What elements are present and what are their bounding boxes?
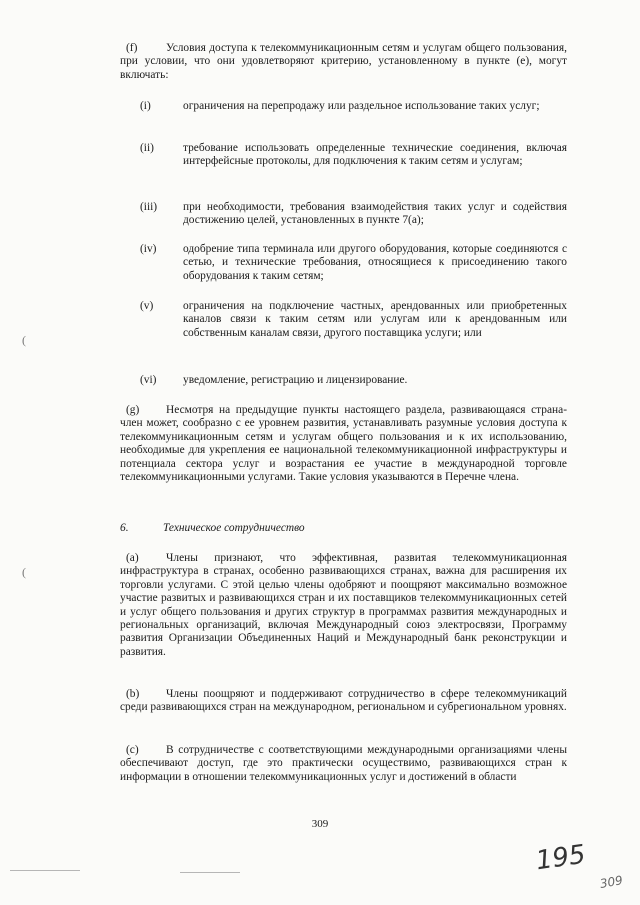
list-item-text: уведомление, регистрацию и лицензирование.	[183, 374, 408, 386]
handwritten-page-note: 309	[598, 873, 624, 891]
paragraph-text: Члены поощряют и поддерживают сотрудничество в сфере телекоммуникаций среди развивающихся стран на международном, региональном и субрегиональном уровнях.	[120, 688, 567, 714]
paragraph-label: (a)	[126, 552, 139, 564]
list-item-text: при необходимости, требования взаимодействия таких услуг и содействия достижению целей, установленных в пункте 7(а);	[183, 201, 567, 227]
list-item-text: одобрение типа терминала или другого оборудования, которые соединяются с сетью, и технические требования, относящиеся к присоединению такого оборудования к таким сетям;	[183, 243, 567, 282]
list-item-number: (ii)	[140, 142, 154, 154]
section-heading	[120, 522, 567, 535]
paragraph-text: В сотрудничестве с соответствующими международными организациями члены обеспечивают доступ, где это практически осуществимо, развивающихся стран к информации в отношении телекоммуникационных услуг и достижений в области	[120, 744, 567, 783]
paragraph-label: (g)	[126, 404, 140, 416]
handwritten-folio-number: 195	[534, 839, 588, 877]
scan-mark: (	[22, 333, 26, 347]
scan-mark: (	[22, 565, 26, 579]
paragraph-label: (c)	[126, 744, 139, 756]
list-item-number: (i)	[140, 100, 151, 112]
page-number: 309	[311, 818, 329, 830]
list-item-number: (iii)	[140, 201, 158, 213]
list-item-text: ограничения на подключение частных, арендованных или приобретенных каналов связи к таким сетям или услугам или к арендованным или собственным каналам связи, другого поставщика услуги; или	[183, 300, 567, 339]
paragraph-g	[120, 404, 567, 484]
paragraph-6c	[120, 744, 567, 784]
paragraph-6b	[120, 688, 567, 715]
paragraph-text: Члены признают, что эффективная, развитая телекоммуникационная инфраструктура в странах, особенно развивающихся странах, важна для расширения их торговли услугами. С этой целью члены одобряют и поощряют максимально возможное участие развитых и развивающихся стран и их поставщиков телекоммуникационных сетей и услуг общего пользования и других структур в программах развития международных и региональных организаций, включая Международный союз электросвязи, Программу развития Организации Объединенных Наций и Международный банк реконструкции и развития.	[120, 552, 567, 658]
paragraph-f	[120, 42, 567, 82]
list-item-number: (iv)	[140, 243, 157, 255]
paragraph-text: Условия доступа к телекоммуникационным сетям и услугам общего пользования, при условии, что они удовлетворяют критерию, установленному в пункте (е), могут включать:	[120, 42, 567, 81]
paragraph-text: Несмотря на предыдущие пункты настоящего раздела, развивающаяся страна-член может, сообразно с ее уровнем развития, устанавливать разумные условия доступа к телекоммуникационным сетям и услугам общего пользования и к их использованию, необходимые для укрепления ее национальной телекоммуникационной инфраструктуры и потенциала сектора услуг и возрастания ее участие в международной торговле телекоммуникационными услугами. Такие условия указываются в Перечне члена.	[120, 404, 567, 484]
scan-artifact-line	[180, 872, 240, 873]
section-number: 6.	[120, 522, 129, 534]
list-item-text: ограничения на перепродажу или раздельное использование таких услуг;	[183, 100, 540, 112]
section-title: Техническое сотрудничество	[163, 522, 305, 534]
scan-artifact-line	[10, 870, 80, 871]
paragraph-label: (f)	[126, 42, 138, 54]
paragraph-label: (b)	[126, 688, 140, 700]
list-item-number: (vi)	[140, 374, 157, 386]
list-item-text: требование использовать определенные технические соединения, включая интерфейсные протоколы, для подключения к таким сетям и услугам;	[183, 142, 567, 168]
list-item-number: (v)	[140, 300, 154, 312]
paragraph-6a	[120, 552, 567, 659]
